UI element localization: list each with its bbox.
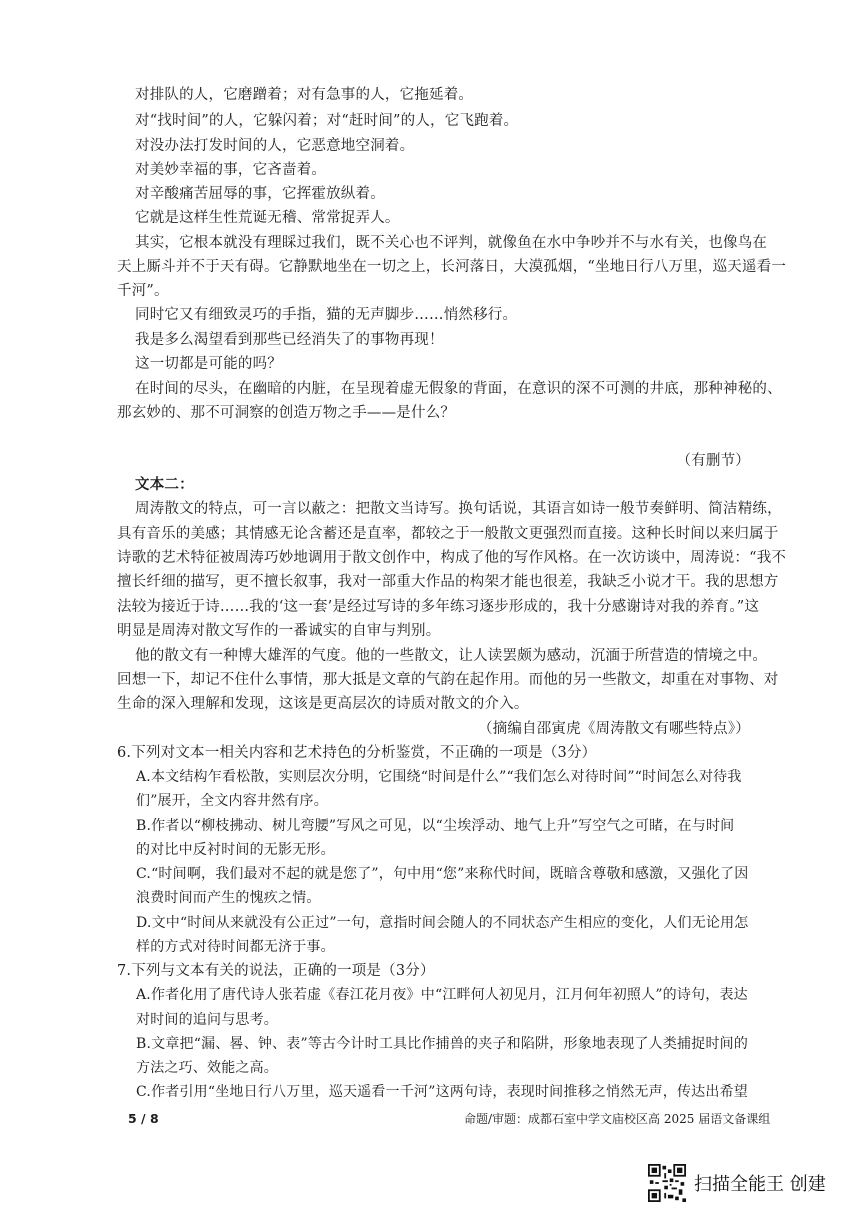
- text-line: 法较为接近于诗……我的‘这一套’是经过写诗的多年练习逐步形成的，我十分感谢诗对我的养育。”这: [117, 599, 760, 615]
- text-line: 它就是这样生性荒诞无稽、常常捉弄人。: [135, 210, 400, 226]
- text-line: 千河”。: [117, 283, 169, 299]
- text-line: 6.下列对文本一相关内容和艺术持色的分析鉴赏，不正确的一项是（3分）: [117, 745, 597, 761]
- text-line: 这一切都是可能的吗？: [135, 356, 282, 372]
- text-line: 们”展开，全文内容井然有序。: [136, 793, 328, 809]
- text-line: 天上厮斗并不于天有碍。它静默地坐在一切之上，长河落日，大漠孤烟，“坐地日行八万里，巡天遥看一: [117, 259, 787, 275]
- text-line: 他的散文有一种博大雄浑的气度。他的一些散文，让人读罢颇为感动，沉湎于所营造的情境之中。: [135, 648, 768, 664]
- text-line: 回想一下，却记不住什么事情，那大抵是文章的气韵在起作用。而他的另一些散文，却重在对事物、对: [117, 672, 779, 688]
- watermark-text: 扫描全能王 创建: [694, 1174, 826, 1195]
- text-line: B.作者以“柳枝拂动、树儿弯腰”写风之可见，以“尘埃浮动、地气上升”写空气之可睹，在与时间: [136, 818, 735, 834]
- text-line: 生命的深入理解和发现，这该是更高层次的诗质对散文的介入。: [117, 696, 529, 712]
- text-line: 那玄妙的、那不可洞察的创造万物之手——是什么？: [117, 405, 456, 421]
- text-line: 样的方式对待时间都无济于事。: [136, 939, 335, 955]
- text-line: C.作者引用“坐地日行八万里，巡天遥看一千河”这两句诗，表现时间推移之悄然无声，传达出希望: [136, 1084, 748, 1100]
- text-line: 对没办法打发时间的人，它恶意地空洞着。: [135, 138, 415, 154]
- text-line: 在时间的尽头，在幽暗的内脏，在呈现着虚无假象的背面，在意识的深不可测的井底，那种神秘的、: [135, 381, 782, 397]
- text-line: 文本二：: [135, 476, 194, 493]
- text-line: 周涛散文的特点，可一言以蔽之：把散文当诗写。换句话说，其语言如诗一般节奏鲜明、简洁精练，: [135, 501, 782, 517]
- text-line: 7.下列与文本有关的说法，正确的一项是（3分）: [117, 963, 435, 979]
- text-line: 对辛酸痛苦屈辱的事，它挥霍放纵着。: [135, 186, 385, 202]
- text-line: 其实，它根本就没有理睬过我们，既不关心也不评判，就像鱼在水中争吵并不与水有关，也像鸟在: [135, 235, 768, 251]
- text-line: A.作者化用了唐代诗人张若虚《春江花月夜》中“江畔何人初见月，江月何年初照人”的诗句，表达: [136, 987, 748, 1003]
- scanner-watermark: [648, 1162, 826, 1204]
- page-number: 5 / 8: [128, 1111, 159, 1126]
- text-line: （摘编自邵寅虎《周涛散文有哪些特点》）: [477, 721, 750, 737]
- text-line: 同时它又有细致灵巧的手指，猫的无声脚步……悄然移行。: [135, 307, 518, 323]
- text-line: 诗歌的艺术特征被周涛巧妙地调用于散文创作中，构成了他的写作风格。在一次访谈中，周涛说：“我不: [117, 550, 787, 566]
- text-line: 我是多么渴望看到那些已经消失了的事物再现！: [135, 332, 444, 348]
- text-line: 擅长纤细的描写，更不擅长叙事，我对一部重大作品的构架才能也很差，我缺乏小说才干。我的思想方: [117, 574, 779, 590]
- footer-credit: 命题/审题：成都石室中学文庙校区高 2025 届语文备课组: [464, 1112, 771, 1126]
- text-line: 对排队的人，它磨蹭着；对有急事的人，它拖延着。: [135, 87, 474, 103]
- text-line: C.“时间啊，我们最对不起的就是您了”，句中用“您”来称代时间，既暗含尊敬和感激，又强化了因: [136, 866, 749, 882]
- text-line: 对“找时间”的人，它躲闪着；对“赶时间”的人，它飞跑着。: [135, 113, 519, 129]
- text-line: 方法之巧、效能之高。: [136, 1060, 278, 1076]
- text-line: A.本文结构乍看松散，实则层次分明，它围绕“时间是什么”“我们怎么对待时间”“时间怎么对待我: [136, 769, 742, 785]
- text-line: B.文章把“漏、晷、钟、表”等古今计时工具比作捕兽的夹子和陷阱，形象地表现了人类捕捉时间的: [136, 1036, 749, 1052]
- text-line: （有删节）: [676, 453, 750, 469]
- text-line: 明显是周涛对散文写作的一番诚实的自审与判别。: [117, 623, 441, 639]
- text-line: D.文中“时间从来就没有公正过”一句，意指时间会随人的不同状态产生相应的变化，人们无论用怎: [136, 915, 749, 931]
- text-line: 浪费时间而产生的愧疚之情。: [136, 890, 321, 906]
- text-line: 对时间的追问与思考。: [136, 1012, 278, 1028]
- text-line: 的对比中反衬时间的无影无形。: [136, 842, 335, 858]
- qr-code-icon: [648, 1164, 686, 1202]
- text-line: 对美妙幸福的事，它吝啬着。: [135, 162, 327, 178]
- text-line: 具有音乐的美感；其情感无论含蓄还是直率，都较之于一般散文更强烈而直接。这种长时间以来归属于: [117, 526, 779, 542]
